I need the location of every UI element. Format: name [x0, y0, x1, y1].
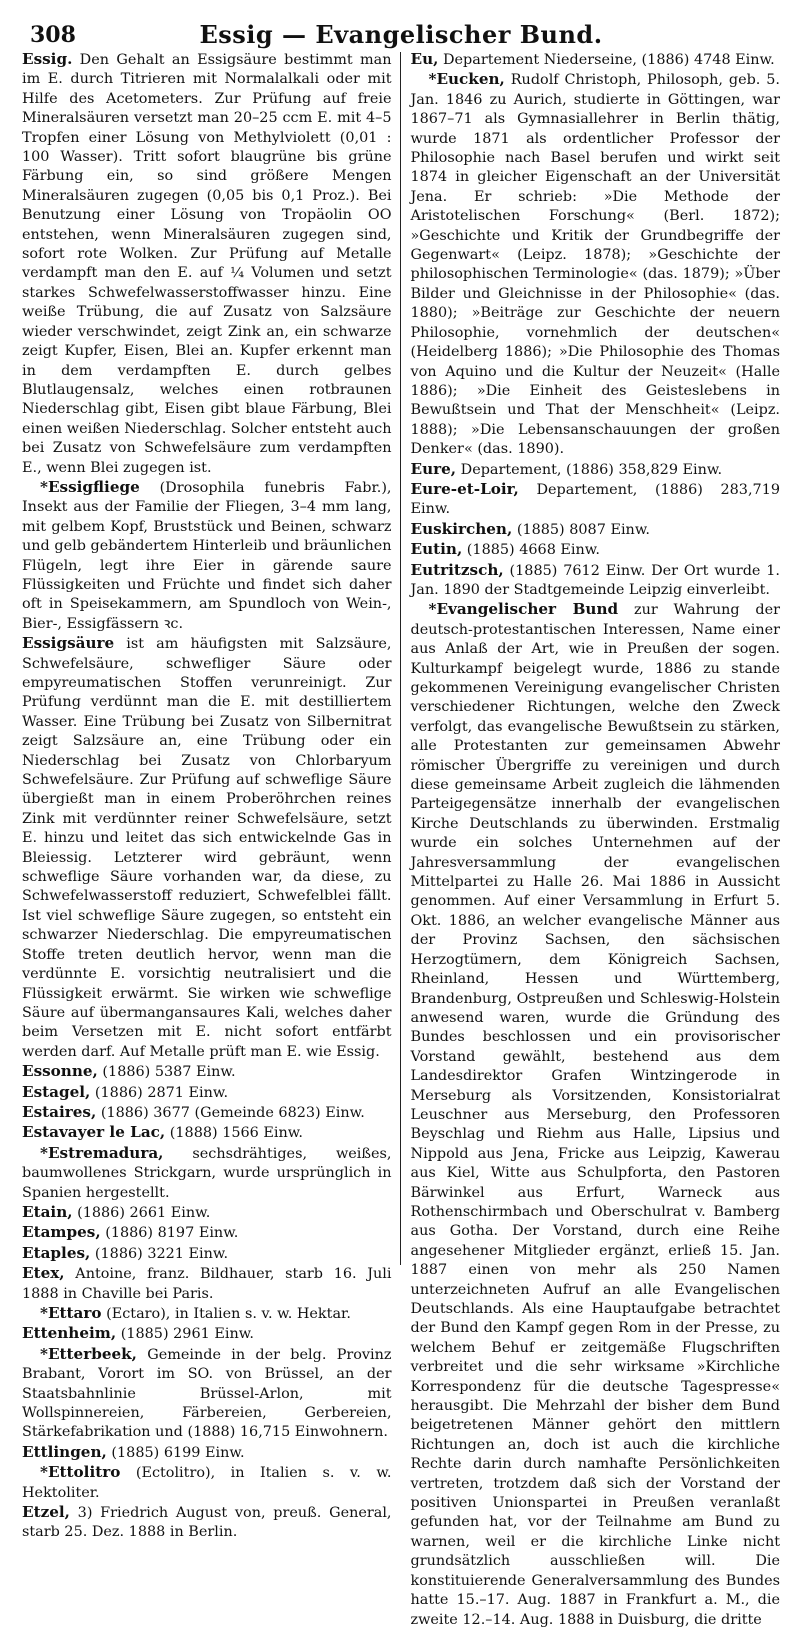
- dictionary-entry: [411, 480, 781, 520]
- entry-text: zur Wahrung der deutsch-protestantischen Interessen, Name einer aus Anlaß der Art, wie in Preußen der sogen. Kulturkampf beigelegt wurde, 1886 zu stande gekommenen Vereinigung evangelischer Christen verschiedener Richtungen, welche den Zweck verfolgt, das evangelische Bewußtsein zu stärken, alle Protestanten zur gemeinsamen Abwehr römischer Übergriffe zu vereinigen und durch diese gemeinsame Arbeit zugleich die lähmenden Parteigegensätze innerhalb der evangelischen Kirche Deutschlands zu überwinden. Erstmalig wurde ein solches Unternehmen auf der Jahresversammlung der evangelischen Mittelpartei zu Halle 26. Mai 1886 in Aussicht genommen. Auf einer Versammlung in Erfurt 5. Okt. 1886, an welcher evangelische Männer aus der Provinz Sachsen, den sächsischen Herzogtümern, dem Königreich Sachsen, Rheinland, Hessen und Württemberg, Brandenburg, Ostpreußen und Schleswig-Holstein anwesend waren, wurde die Gründung des Bundes beschlossen und ein provisorischer Vorstand gewählt, bestehend aus dem Landesdirektor Grafen Wintzingerode in Merseburg als Vorsitzenden, Konsistorialrat Leuschner aus Merseburg, den Professoren Beyschlag und Riehm aus Halle, Lipsius und Nippold aus Jena, Fricke aus Leipzig, Kawerau aus Kiel, Witte aus Schulpforta, den Pastoren Bärwinkel aus Erfurt, Warneck aus Rothenschirmbach und Oberschulrat v. Bamberg aus Gotha. Der Vorstand, durch eine Reihe angesehener Mitglieder ergänzt, erließ 15. Jan. 1887 einen von mehr als 250 Namen unterzeichneten Aufruf an alle Evangelischen Deutschlands. Als eine Hauptaufgabe betrachtet der Bund den Kampf gegen Rom in der Presse, zu welchem Behuf er zeitgemäße Flugschriften verbreitet und die sehr wirksame »Kirchliche Korrespondenz für die deutsche Tagespresse« herausgibt. Die Mehrzahl der bisher dem Bund beigetretenen Männer gehört den mittlern Richtungen an, doch ist auch die kirchliche Rechte darin durch namhafte Persönlichkeiten vertreten, trotzdem daß sich der Vorstand der positiven Unionspartei in Preußen veranlaßt gefunden hat, vor der Teilnahme am Bund zu warnen, weil er die kirchliche Linke nicht grundsätzlich ausschließen will. Die konstituierende Generalversammlung des Bundes hatte 15.–17. Aug. 1887 in Frankfurt a. M., die zweite 12.–14. Aug. 1888 in Duisburg, die dritte: [410, 602, 781, 1628]
- left-column: [22, 50, 400, 1541]
- entry-text: (Ectaro), in Italien s. v. w. Hektar.: [101, 1306, 351, 1322]
- dictionary-entry: [22, 634, 392, 1062]
- entry-headword: Eure-et-Loir,: [410, 479, 519, 498]
- dictionary-entry: [22, 1264, 392, 1304]
- entry-headword: *Eucken,: [428, 70, 505, 89]
- dictionary-entry: [411, 520, 781, 540]
- dictionary-entry: [22, 1244, 392, 1264]
- dictionary-entry: [22, 1203, 392, 1223]
- entry-headword: Etzel,: [22, 1503, 70, 1522]
- entry-headword: Euskirchen,: [410, 519, 513, 538]
- entry-headword: Eu,: [410, 50, 439, 68]
- entry-text: Departement Niederseine, (1886) 4748 Einw.: [438, 52, 775, 68]
- entry-text: 3) Friedrich August von, preuß. General, starb 25. Dez. 1888 in Berlin.: [22, 1505, 392, 1541]
- dictionary-entry: [22, 1463, 392, 1503]
- entry-text: Antoine, franz. Bildhauer, starb 16. Juli 1888 in Chaville bei Paris.: [22, 1266, 392, 1302]
- dictionary-entry: [22, 1503, 392, 1543]
- entry-text: (Ectolitro), in Italien s. v. w. Hektoliter.: [22, 1465, 392, 1501]
- entry-text: ist am häufigsten mit Salzsäure, Schwefelsäure, schwefliger Säure oder empyreumatischen Stoffen verunreinigt. Zur Prüfung verdünnt man die E. mit destilliertem Wasser. Eine Trübung bei Zusatz von Silbernitrat zeigt Salzsäure an, eine Trübung oder ein Niederschlag bei Zusatz von Chlorbaryum Schwefelsäure. Zur Prüfung auf schweflige Säure übergießt man in einem Proberöhrchen reines Zink mit verdünnter reiner Schwefelsäure, setzt E. hinzu und leitet das sich entwickelnde Gas in Bleiessig. Letzterer wird gebräunt, wenn schweflige Säure vorhanden war, da diese, zu Schwefelwasserstoff reduziert, Schwefelblei fällt. Ist viel schweflige Säure zugegen, so entsteht ein schwarzer Niederschlag. Die empyreumatischen Stoffe treten deutlich hervor, wenn man die verdünnte E. vorsichtig neutralisiert und die Flüssigkeit erwärmt. Sie wirken wie schweflige Säure auf übermangansaures Kali, welches daher beim Versetzen mit E. nicht sofort entfärbt werden darf. Auf Metalle prüft man E. wie Essig.: [22, 636, 392, 1060]
- dictionary-entry: [22, 1144, 392, 1203]
- entry-text: Rudolf Christoph, Philosoph, geb. 5. Jan. 1846 zu Aurich, studierte in Göttingen, war 1867–71 als Gymnasiallehrer in Berlin thätig, wurde 1871 als ordentlicher Professor der Philosophie nach Basel berufen und wirkt seit 1874 in gleicher Eigenschaft an der Universität Jena. Er schrieb: »Die Methode der Aristotelischen Forschung« (Berl. 1872); »Geschichte und Kritik der Grundbegriffe der Gegenwart« (Leipz. 1878); »Geschichte der philosophischen Terminologie« (das. 1879); »Über Bilder und Gleichnisse in der Philosophie« (das. 1880); »Beiträge zur Geschichte der neuern Philosophie, vornehmlich der deutschen« (Heidelberg 1886); »Die Philosophie des Thomas von Aquino und die Kultur der Neuzeit« (Halle 1886); »Die Einheit des Geisteslebens in Bewußtsein und That der Menschheit« (Leipz. 1888); »Die Lebensanschauungen der großen Denker« (das. 1890).: [410, 72, 781, 458]
- dictionary-entry: [22, 1223, 392, 1243]
- dictionary-entry: [22, 50, 392, 478]
- entry-text: (1886) 5387 Einw.: [97, 1064, 236, 1081]
- entry-text: Departement, (1886) 283,719 Einw.: [410, 481, 781, 518]
- entry-headword: Ettlingen,: [22, 1442, 107, 1461]
- entry-text: Den Gehalt an Essigsäure bestimmt man im E. durch Titrieren mit Normalalkali oder mit Hilfe des Acetometers. Zur Prüfung auf freie Mineralsäuren versetzt man 20–25 ccm E. mit 4–5 Tropfen einer Lösung von Methylviolett (0,01 : 100 Wasser). Tritt sofort blaugrüne bis grüne Färbung ein, so sind größere Mengen Mineralsäuren zugegen (0,05 bis 0,1 Proz.). Bei Benutzung einer Lösung von Tropäolin OO entstehen, wenn Mineralsäuren zugegen sind, sofort rote Wolken. Zur Prüfung auf Metalle verdampft man den E. auf ¼ Volumen und setzt starkes Schwefelwasserstoffwasser hinzu. Eine weiße Trübung, die auf Zusatz von Salzsäure wieder verschwindet, zeigt Zink an, ein schwarze zeigt Kupfer, Eisen, Blei an. Kupfer erkennt man in dem verdampften E. durch gelbes Blutlaugensalz, welches einen rotbraunen Niederschlag gibt, Eisen gibt blaue Färbung, Blei einen weißen Niederschlag. Solcher entsteht auch bei Zusatz von Schwefelsäure zum verdampften E., wenn Blei zugegen ist.: [22, 52, 392, 476]
- entry-headword: *Essigfliege: [40, 477, 140, 496]
- right-column: [401, 50, 781, 1628]
- entry-headword: Essonne,: [22, 1062, 98, 1081]
- entry-text: Departement, (1886) 358,829 Einw.: [456, 461, 723, 478]
- running-head: Essig — Evangelischer Bund.: [199, 20, 603, 49]
- entry-headword: Estagel,: [22, 1082, 91, 1101]
- entry-text: (1885) 4668 Einw.: [462, 542, 600, 559]
- entry-headword: *Estremadura,: [40, 1143, 164, 1162]
- entry-text: (1886) 3677 (Gemeinde 6823) Einw.: [96, 1104, 365, 1121]
- entry-headword: *Etterbeek,: [40, 1344, 137, 1363]
- entry-headword: Etampes,: [22, 1223, 101, 1242]
- entry-headword: Essigsäure: [22, 634, 115, 653]
- entry-headword: Estaires,: [22, 1102, 97, 1121]
- dictionary-entry: [411, 70, 781, 459]
- dictionary-entry: [22, 1103, 392, 1123]
- entry-text: (1885) 6199 Einw.: [106, 1444, 245, 1461]
- dictionary-entry: [411, 600, 781, 1630]
- dictionary-entry: [22, 1443, 392, 1463]
- dictionary-entry: [411, 561, 781, 601]
- entry-headword: Etaples,: [22, 1243, 91, 1262]
- page-header: [22, 10, 780, 50]
- entry-headword: *Evangelischer Bund: [428, 600, 619, 619]
- entry-headword: Eutin,: [410, 540, 463, 559]
- entry-text: (1886) 3221 Einw.: [90, 1245, 229, 1262]
- entry-headword: Ettenheim,: [22, 1324, 117, 1343]
- page-number: 308: [30, 22, 76, 48]
- dictionary-entry: [22, 478, 392, 634]
- entry-text: (1888) 1566 Einw.: [165, 1125, 303, 1142]
- entry-headword: *Ettaro: [40, 1304, 102, 1322]
- dictionary-entry: [22, 1324, 392, 1344]
- entry-text: (1885) 7612 Einw. Der Ort wurde 1. Jan. 1890 der Stadtgemeinde Leipzig einverleibt.: [410, 562, 781, 598]
- entry-text: (1886) 2661 Einw.: [72, 1204, 211, 1221]
- entry-headword: Essig.: [22, 50, 73, 68]
- text-columns: [22, 50, 781, 1628]
- entry-text: (1886) 2871 Einw.: [90, 1084, 229, 1101]
- entry-text: (1885) 8087 Einw.: [512, 521, 651, 538]
- entry-text: (Drosophila funebris Fabr.), Insekt aus der Familie der Fliegen, 3–4 mm lang, mit gelbem Kopf, Bruststück und Beinen, schwarz und gelb gebändertem Hinterleib und bräunlichen Flügeln, legt ihre Eier in gärende saure Flüssigkeiten und Früchte und findet sich daher oft in Speisekammern, am Spundloch von Wein-, Bier-, Essigfässern ꝛc.: [22, 479, 392, 632]
- entry-text: Gemeinde in der belg. Provinz Brabant, Vorort im SO. von Brüssel, an der Staatsbahnlinie Brüssel-Arlon, mit Wollspinnereien, Färbereien, Gerbereien, Stärkefabrikation und (1888) 16,715 Einwohnern.: [22, 1346, 392, 1441]
- entry-headword: Eutritzsch,: [410, 560, 504, 579]
- entry-headword: Etain,: [22, 1202, 73, 1221]
- entry-headword: Estavayer le Lac,: [22, 1123, 166, 1142]
- entry-text: (1886) 8197 Einw.: [100, 1225, 239, 1242]
- dictionary-entry: [22, 1123, 392, 1143]
- entry-headword: *Ettolitro: [40, 1463, 121, 1482]
- dictionary-entry: [411, 540, 781, 560]
- entry-headword: Eure,: [410, 459, 457, 478]
- dictionary-entry: [22, 1304, 392, 1324]
- entry-text: (1885) 2961 Einw.: [116, 1326, 254, 1343]
- entry-text: sechsdrähtiges, weißes, baumwollenes Strickgarn, wurde ursprünglich in Spanien hergestellt.: [22, 1145, 392, 1201]
- dictionary-entry: [411, 460, 781, 480]
- entry-headword: Etex,: [22, 1264, 65, 1283]
- dictionary-entry: [22, 1345, 392, 1443]
- dictionary-entry: [22, 1062, 392, 1082]
- dictionary-entry: [22, 1083, 392, 1103]
- dictionary-entry: [411, 50, 781, 70]
